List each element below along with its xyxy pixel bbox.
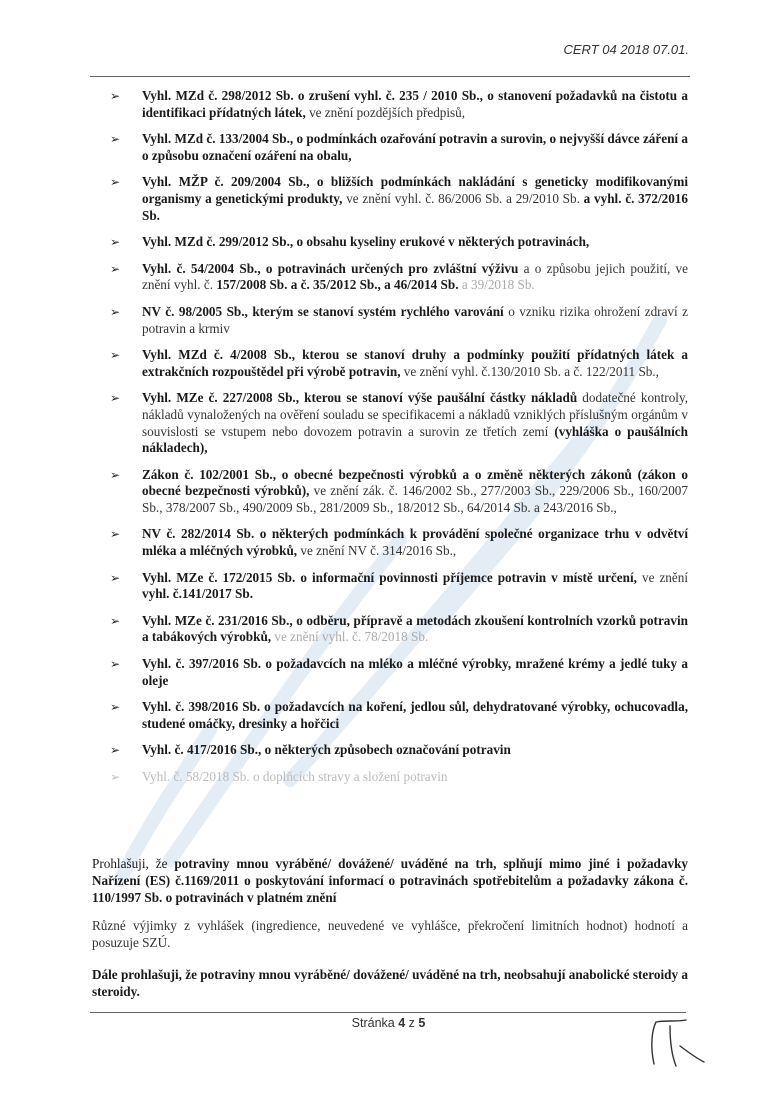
declaration-statement: potraviny mnou vyráběné/ dovážené/ uváděné na trh, splňují mimo jiné i požadavky Nařízení (ES) č.1169/2011 o poskytování informací o potravinách spotřebitelům a požadavky zákona č. 110/1997 Sb. o potravinách v platném znění [92, 856, 688, 905]
header-rule [90, 76, 690, 77]
arrow-bullet-icon: ➢ [110, 132, 121, 147]
arrow-bullet-icon: ➢ [110, 527, 121, 542]
declaration-steroids: Dále prohlašuji, že potraviny mnou vyráběné/ dovážené/ uváděné na trh, neobsahují anabolické steroidy a steroidy. [92, 967, 688, 999]
regulation-amendment: vyhl. č.141/2017 Sb. [142, 586, 254, 602]
regulation-note: a o způsobu jejich použití, ve znění vyhl. č. [142, 260, 688, 293]
regulation-item [108, 304, 688, 337]
regulation-item [108, 656, 688, 689]
arrow-bullet-icon: ➢ [110, 613, 121, 628]
regulation-faint-note: ve znění vyhl. č. 78/2018 Sb. [271, 629, 429, 645]
regulation-item [108, 526, 688, 559]
regulation-title: NV č. 282/2014 Sb. o některých podmínkách k provádění společné organizace trhu v odvětví mléka a mléčných výrobků, [142, 526, 688, 559]
regulation-item [108, 769, 688, 786]
arrow-bullet-icon: ➢ [110, 261, 121, 276]
regulation-item [108, 174, 688, 224]
arrow-bullet-icon: ➢ [110, 235, 121, 250]
page-of: z [408, 1016, 415, 1030]
arrow-bullet-icon: ➢ [110, 89, 121, 103]
regulation-title: Vyhl. č. 417/2016 Sb., o některých způsobech označování potravin [142, 742, 511, 758]
regulation-title: Vyhl. MZe č. 172/2015 Sb. o informační povinnosti příjemce potravin v místě určení, [142, 569, 637, 585]
page-total: 5 [418, 1016, 426, 1030]
regulation-title: Vyhl. č. 54/2004 Sb., o potravinách určených pro zvláštní výživu [142, 260, 519, 276]
arrow-bullet-icon: ➢ [110, 700, 121, 715]
regulation-item [108, 570, 688, 603]
regulation-note: ve znění NV č. 314/2016 Sb., [297, 543, 457, 559]
regulation-title: Vyhl. MZd č. 133/2004 Sb., o podmínkách ozařování potravin a surovin, o nejvyšší dávce záření a o způsobu označení ozáření na obalu, [142, 131, 688, 163]
regulation-amendment: a vyhl. č. 372/2016 Sb. [142, 190, 688, 223]
regulation-title: NV č. 98/2005 Sb., kterým se stanoví systém rychlého varování [142, 303, 504, 319]
regulation-title: Vyhl. MZe č. 227/2008 Sb., kterou se stanoví výše paušální částky nákladů [142, 390, 578, 406]
regulation-title: Vyhl. č. 398/2016 Sb. o požadavcích na koření, jedlou sůl, dehydratované výrobky, ochucovadla, studené omáčky, dresinky a hořčici [142, 699, 688, 731]
regulation-list [108, 88, 688, 796]
declaration-exceptions: Různé výjimky z vyhlášek (ingredience, neuvedené ve vyhlášce, překročení limitních hodnot) hodnotí a posuzuje SZÚ. [92, 918, 688, 950]
regulation-item [108, 742, 688, 759]
page-current: 4 [398, 1016, 406, 1030]
regulation-item [108, 390, 688, 456]
regulation-note: ve znění pozdějších předpisů, [305, 104, 466, 120]
regulation-note: ve znění vyhl. č.130/2010 Sb. a č. 122/2011 Sb., [400, 363, 659, 379]
declaration-compliance [92, 855, 688, 906]
regulation-note: ve znění vyhl. č. 86/2006 Sb. a 29/2010 Sb. [342, 190, 580, 206]
regulation-title: Vyhl. MZd č. 299/2012 Sb., o obsahu kyseliny erukové v některých potravinách, [142, 234, 590, 250]
arrow-bullet-icon: ➢ [110, 657, 121, 672]
signature-icon [640, 1016, 710, 1076]
regulation-title: Vyhl. MZd č. 4/2008 Sb., kterou se stanoví druhy a podmínky použití přídatných látek a extrakčních rozpouštědel při výrobě potravin, [142, 347, 688, 379]
regulation-title: Vyhl. MZd č. 298/2012 Sb. o zrušení vyhl. č. 235 / 2010 Sb., o stanovení požadavků na čistotu a identifikaci přídatných látek, [142, 88, 688, 120]
arrow-bullet-icon: ➢ [110, 743, 121, 758]
regulation-item [108, 234, 688, 251]
page-label: Stránka [351, 1016, 395, 1030]
regulation-item [108, 261, 688, 294]
arrow-bullet-icon: ➢ [110, 175, 121, 190]
header-code: CERT 04 2018 07.01. [563, 42, 689, 57]
regulation-amendment: (vyhláška o paušálních nákladech), [142, 423, 688, 456]
regulation-item [108, 613, 688, 646]
regulation-item [108, 88, 688, 121]
regulation-title: Vyhl. č. 58/2018 Sb. o doplňcích stravy a složení potravin [142, 769, 448, 784]
arrow-bullet-icon: ➢ [110, 770, 121, 784]
regulation-note: ve znění zák. č. 146/2002 Sb., 277/2003 Sb., 229/2006 Sb., 160/2007 Sb., 378/2007 Sb., 490/2009 Sb., 281/2009 Sb., 18/2012 Sb., 64/2014 Sb. a 243/2016 Sb., [142, 483, 688, 515]
regulation-title: Vyhl. MZe č. 231/2016 Sb., o odběru, přípravě a metodách zkoušení kontrolních vzorků potravin a tabákových výrobků, [142, 612, 688, 645]
regulation-item [108, 131, 688, 164]
regulation-faint-note: a 39/2018 Sb. [458, 277, 535, 293]
arrow-bullet-icon: ➢ [110, 348, 121, 363]
arrow-bullet-icon: ➢ [110, 467, 121, 482]
footer-rule [90, 1012, 686, 1013]
arrow-bullet-icon: ➢ [110, 570, 121, 585]
regulation-item [108, 699, 688, 732]
regulation-note: ve znění [636, 569, 689, 585]
regulation-title: Vyhl. č. 397/2016 Sb. o požadavcích na mléko a mléčné výrobky, mražené krémy a jedlé tuky a oleje [142, 656, 688, 688]
declaration-intro: Prohlašuji, že [92, 856, 175, 871]
arrow-bullet-icon: ➢ [110, 391, 121, 406]
regulation-amendment: 157/2008 Sb. a č. 35/2012 Sb., a 46/2014 Sb. [216, 277, 459, 293]
arrow-bullet-icon: ➢ [110, 304, 121, 319]
regulation-item [108, 347, 688, 380]
regulation-title: Vyhl. MŽP č. 209/2004 Sb., o bližších podmínkách nakládání s geneticky modifikovanými organismy a genetickými produkty, [142, 174, 688, 206]
regulation-title: Zákon č. 102/2001 Sb., o obecné bezpečnosti výrobků a o změně některých zákonů (zákon o obecné bezpečnosti výrobků), [142, 466, 688, 499]
regulation-note: dodatečné kontroly, nákladů vynaložených na ověření souladu se specifikacemi a nákladů vzniklých příslušným orgánům v souvislosti se vstupem nebo dovozem potravin a surovin ze třetích zemí [142, 390, 688, 439]
regulation-note: o vzniku rizika ohrožení zdraví z potravin a krmiv [142, 303, 688, 336]
regulation-item [108, 467, 688, 517]
